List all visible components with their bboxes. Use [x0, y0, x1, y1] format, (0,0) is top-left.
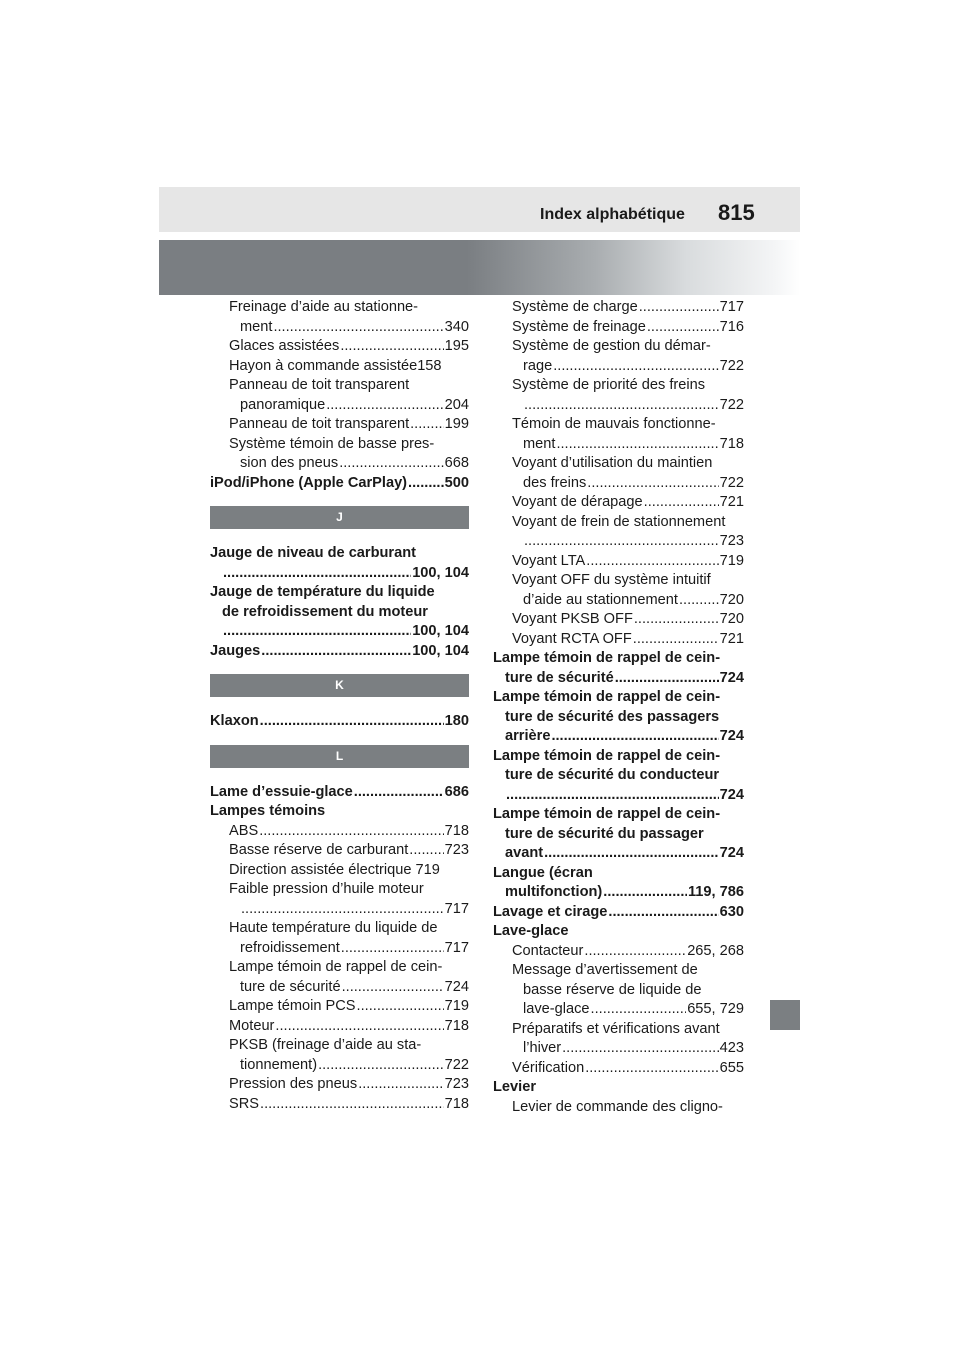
index-entry: ment ..... 718: [493, 435, 744, 455]
index-entry: ABS ..... 718: [210, 822, 469, 842]
index-entry: ..... 100, 104: [210, 622, 469, 642]
index-entry: SRS ..... 718: [210, 1095, 469, 1115]
index-entry: Préparatifs et vérifications avant: [512, 1020, 720, 1037]
index-entry: arrière ..... 724: [493, 727, 744, 747]
index-entry: Langue (écran: [493, 864, 593, 881]
index-entry: d’aide au stationnement ..... 720: [493, 591, 744, 611]
index-entry: lave-glace ..... 655, 729: [493, 1000, 744, 1020]
index-entry: ture de sécurité ..... 724: [210, 978, 469, 998]
section-header-j: J: [210, 506, 469, 529]
index-entry: Système de priorité des freins: [512, 377, 706, 393]
index-entry: ment ..... 340: [210, 318, 469, 338]
index-entry: Pression des pneus ..... 723: [210, 1075, 469, 1095]
index-entry: Lampe témoin de rappel de cein-: [493, 806, 721, 822]
index-entry: Lampe témoin de rappel de cein-: [493, 689, 721, 705]
index-entry: multifonction) ..... 119, 786: [493, 883, 744, 903]
index-entry: Levier: [493, 1079, 536, 1095]
index-entry: PKSB (freinage d’aide au sta-: [229, 1037, 422, 1053]
index-entry: Vérification ..... 655: [493, 1059, 744, 1079]
section-header-l: L: [210, 745, 469, 768]
index-entry: Faible pression d’huile moteur: [229, 881, 424, 897]
index-entry: Voyant LTA ..... 719: [493, 552, 744, 572]
index-entry: basse réserve de liquide de: [523, 981, 702, 998]
index-entry: de refroidissement du moteur: [222, 603, 428, 620]
index-entry: refroidissement ..... 717: [210, 939, 469, 959]
index-entry: Lampe témoin de rappel de cein-: [493, 650, 721, 666]
index-entry: Voyant d’utilisation du maintien: [512, 455, 713, 471]
index-entry: Voyant de dérapage ..... 721: [493, 493, 744, 513]
index-entry: ture de sécurité du conducteur: [505, 767, 720, 783]
index-entry: Système de freinage ..... 716: [493, 318, 744, 338]
index-entry: Hayon à commande assistée158: [229, 357, 442, 374]
index-entry: Lampe témoin de rappel de cein-: [229, 959, 443, 975]
index-entry: Moteur ..... 718: [210, 1017, 469, 1037]
index-entry: ..... 723: [493, 532, 744, 552]
index-entry: Message d’avertissement de: [512, 962, 698, 978]
page-title: Index alphabétique: [540, 206, 685, 223]
chapter-side-tab: [770, 1000, 800, 1030]
index-entry: ture de sécurité du passager: [505, 825, 704, 842]
index-entry: Basse réserve de carburant ..... 723: [210, 841, 469, 861]
index-entry: Panneau de toit transparent ..... 199: [210, 415, 469, 435]
index-entry: ..... 724: [493, 786, 744, 806]
index-entry: Système de charge ..... 717: [493, 298, 744, 318]
index-entry: Jauges ..... 100, 104: [210, 642, 469, 662]
index-entry: des freins ..... 722: [493, 474, 744, 494]
index-entry: Freinage d’aide au stationne-: [229, 299, 419, 315]
index-entry: Direction assistée électrique 719: [229, 861, 440, 878]
index-entry: avant ..... 724: [493, 844, 744, 864]
index-entry: Haute température du liquide de: [229, 920, 438, 936]
index-entry: Système de gestion du démar-: [512, 338, 711, 354]
index-entry: Jauge de température du liquide: [210, 584, 435, 600]
page-number: 815: [718, 200, 755, 225]
index-column-right: [493, 298, 744, 1117]
index-entry: sion des pneus ..... 668: [210, 454, 469, 474]
section-header-k: K: [210, 674, 469, 697]
index-entry: Lampe témoin PCS ..... 719: [210, 997, 469, 1017]
index-entry: iPod/iPhone (Apple CarPlay) ..... 500: [210, 474, 469, 494]
index-entry: Voyant RCTA OFF ..... 721: [493, 630, 744, 650]
index-entry: Système témoin de basse pres-: [229, 435, 435, 452]
index-entry: Panneau de toit transparent: [229, 377, 410, 393]
decorative-gradient-band: [159, 240, 800, 295]
index-entry: ..... 722: [493, 396, 744, 416]
index-entry: Jauge de niveau de carburant: [210, 545, 417, 561]
index-column-left: [210, 298, 469, 1114]
index-entry: ..... 100, 104: [210, 564, 469, 584]
index-entry: panoramique ..... 204: [210, 396, 469, 416]
index-entry: Voyant OFF du système intuitif: [512, 572, 711, 588]
index-entry: Lavage et cirage ..... 630: [493, 903, 744, 923]
index-entry: Klaxon ..... 180: [210, 712, 469, 732]
index-entry: ture de sécurité ..... 724: [493, 669, 744, 689]
index-entry: Témoin de mauvais fonctionne-: [512, 416, 716, 432]
header-bar: [159, 187, 800, 232]
index-entry: Lave-glace: [493, 923, 569, 939]
index-entry: rage ..... 722: [493, 357, 744, 377]
index-entry: Glaces assistées ..... 195: [210, 337, 469, 357]
index-entry: Lampe témoin de rappel de cein-: [493, 747, 721, 764]
index-entry: Lame d’essuie-glace ..... 686: [210, 783, 469, 803]
index-entry: l’hiver ..... 423: [493, 1039, 744, 1059]
index-entry: tionnement) ..... 722: [210, 1056, 469, 1076]
index-entry: Lampes témoins: [210, 803, 326, 819]
index-entry: ..... 717: [210, 900, 469, 920]
index-entry: Voyant PKSB OFF ..... 720: [493, 610, 744, 630]
index-entry: Voyant de frein de stationnement: [512, 513, 726, 530]
index-entry: ture de sécurité des passagers: [505, 708, 720, 725]
index-entry: Levier de commande des cligno-: [512, 1098, 723, 1115]
index-entry: Contacteur ..... 265, 268: [493, 942, 744, 962]
